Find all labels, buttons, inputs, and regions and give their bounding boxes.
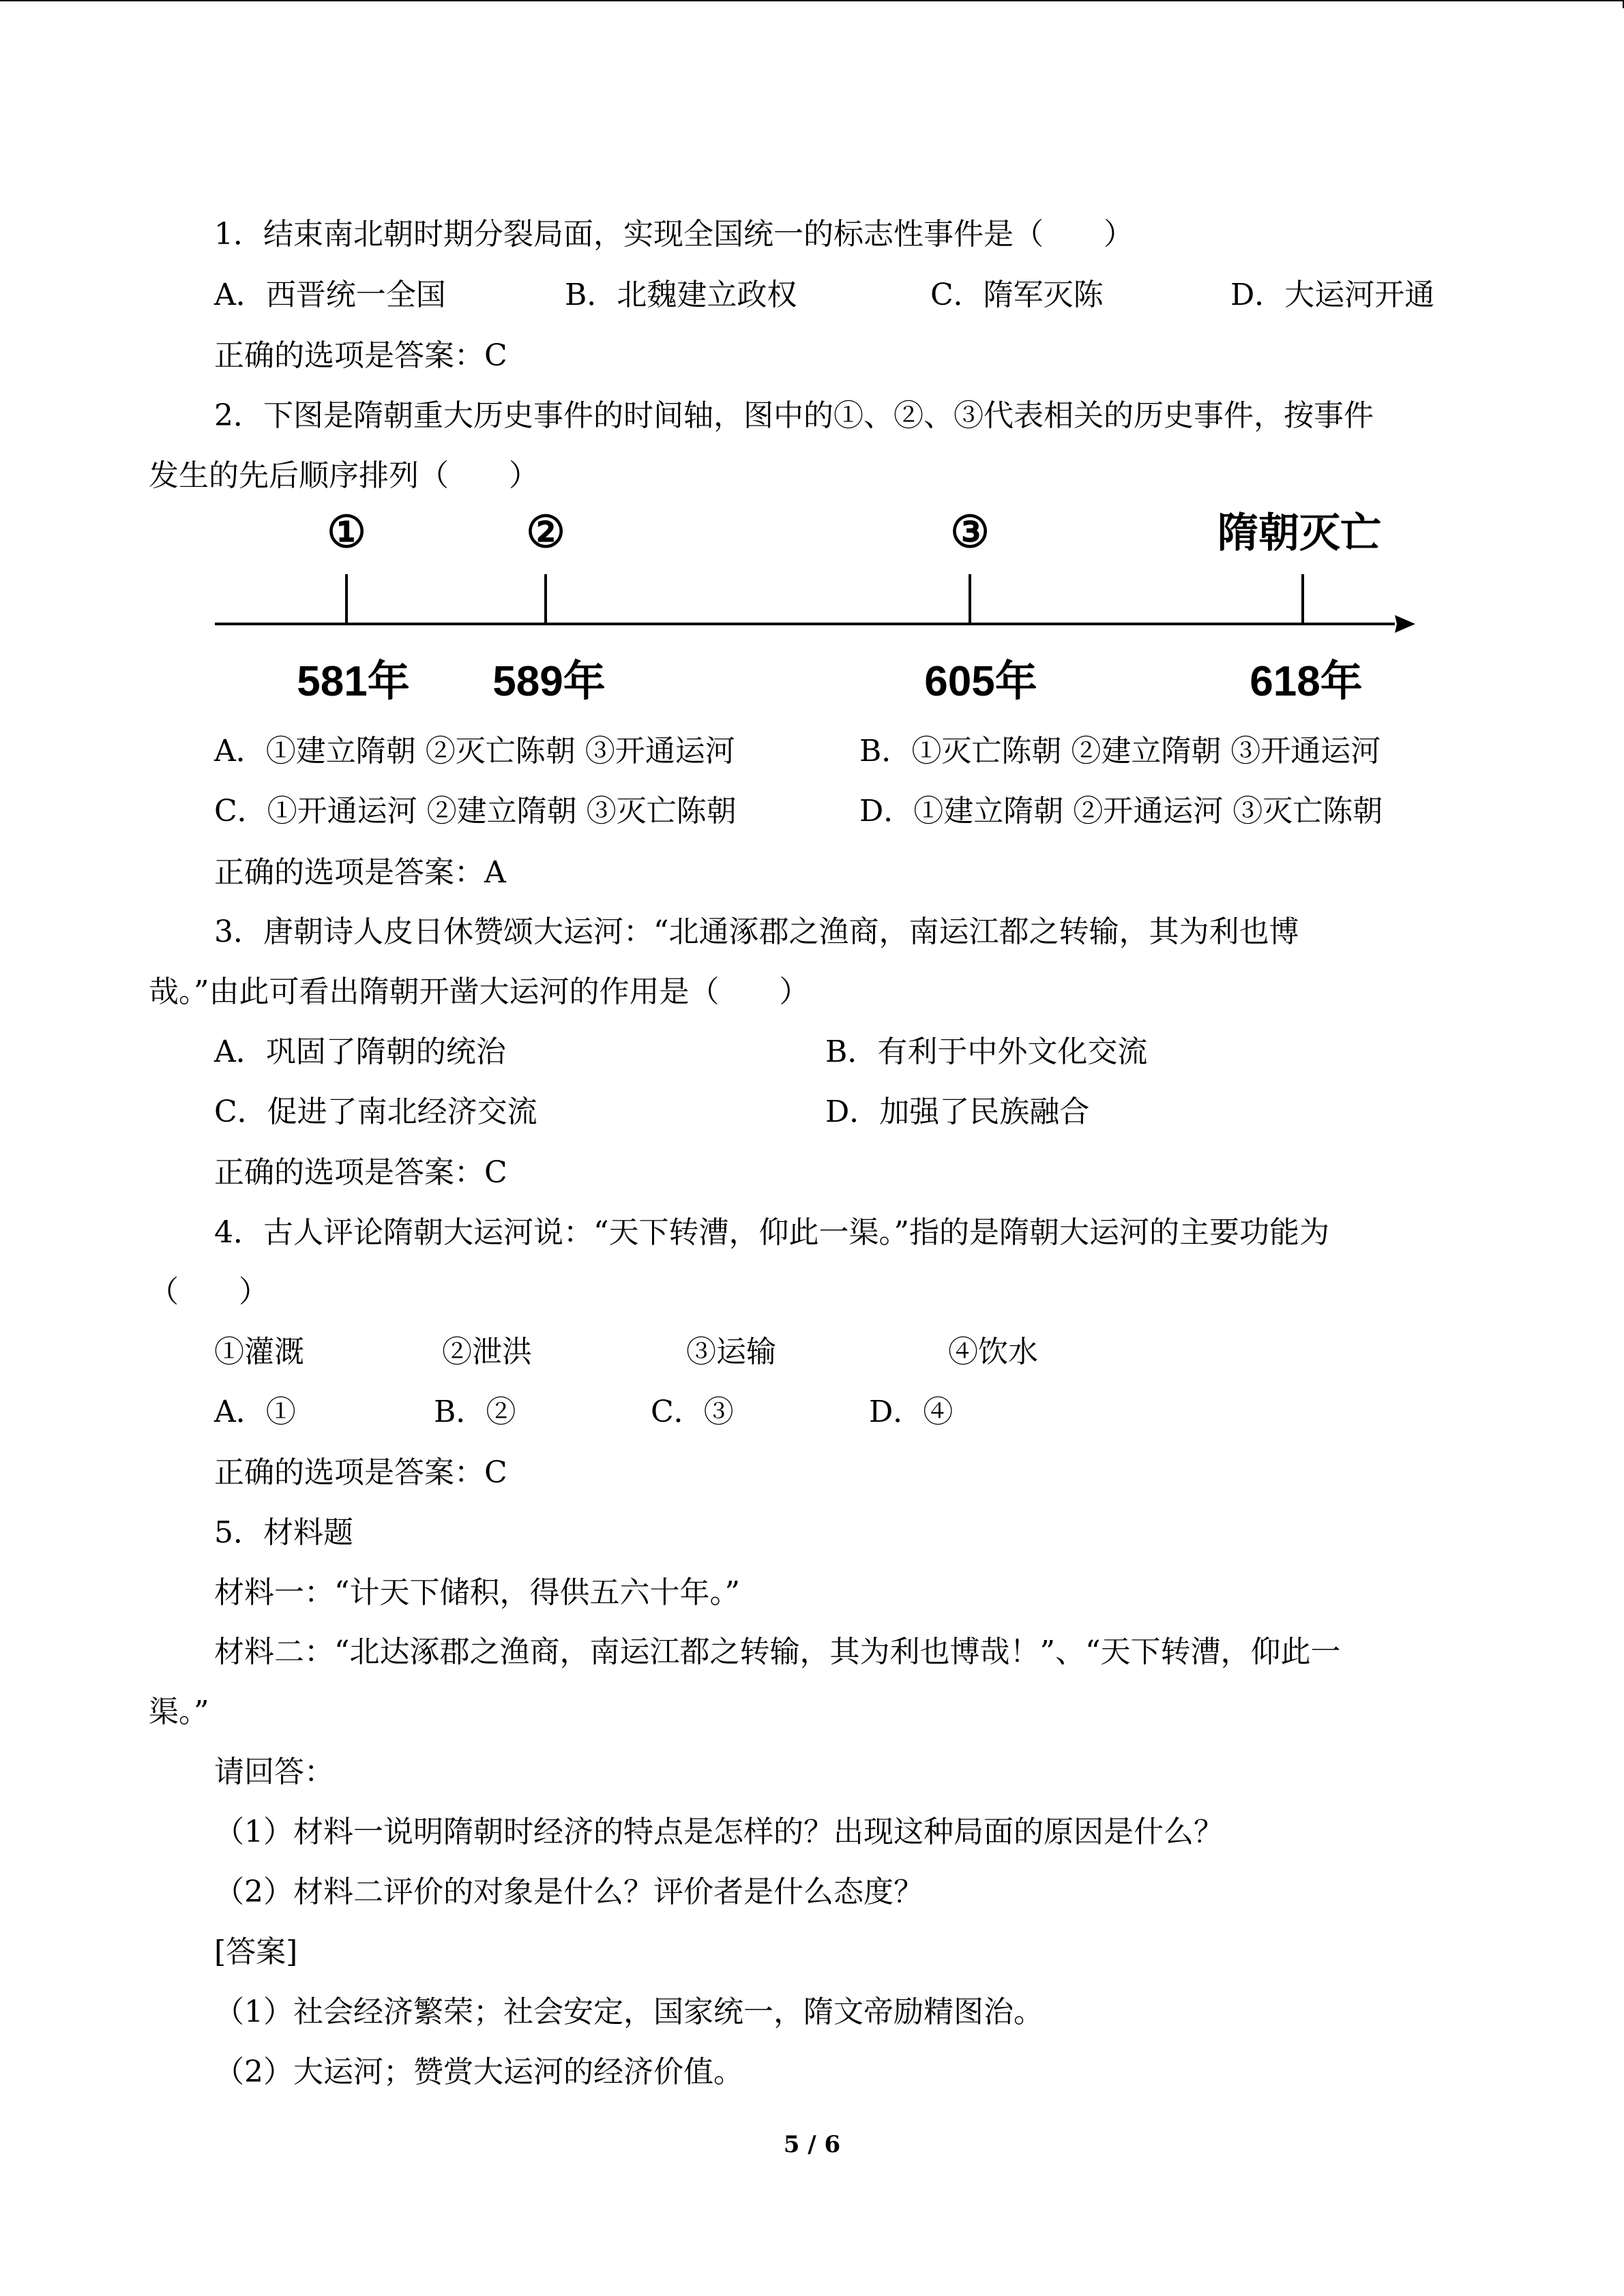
q3-answer: 正确的选项是答案：C xyxy=(214,1155,507,1190)
q1-options xyxy=(0,275,1624,316)
timeline-event-4: 隋朝灭亡 xyxy=(1217,510,1381,556)
q1-answer: 正确的选项是答案：C xyxy=(214,338,507,373)
q2-option-d: D．①建立隋朝 ②开通运河 ③灭亡陈朝 xyxy=(859,794,1383,829)
q5-material1: 材料一：“计天下储积，得供五六十年。” xyxy=(214,1575,740,1610)
q4-answer: 正确的选项是答案：C xyxy=(214,1455,507,1490)
q3-option-c: C．促进了南北经济交流 xyxy=(214,1094,537,1129)
q2-option-b: B．①灭亡陈朝 ②建立隋朝 ③开通运河 xyxy=(859,734,1381,769)
q5-sub2: （2）材料二评价的对象是什么？评价者是什么态度？ xyxy=(214,1875,924,1909)
q4-option-b: B．② xyxy=(434,1395,516,1429)
timeline-year-3: 605年 xyxy=(924,658,1037,705)
q2-stem-line2: 发生的先后顺序排列（ ） xyxy=(149,458,539,493)
q5-answer-label: [答案] xyxy=(214,1935,298,1969)
q4-option-a: A．① xyxy=(214,1395,296,1429)
q4-stem-line1: 4．古人评论隋朝大运河说：“天下转漕，仰此一渠。”指的是隋朝大运河的主要功能为 xyxy=(214,1215,1329,1250)
q4-option-c: C．③ xyxy=(651,1395,734,1429)
q4-item-2: ②泄洪 xyxy=(442,1335,532,1369)
q1-stem: 1．结束南北朝时期分裂局面，实现全国统一的标志性事件是（ ） xyxy=(214,217,1134,252)
q5-material2-line1: 材料二：“北达涿郡之渔商，南运江都之转输，其为利也博哉！”、“天下转漕，仰此一 xyxy=(214,1635,1341,1669)
q4-item-1: ①灌溉 xyxy=(214,1335,304,1369)
q1-option-d: D．大运河开通 xyxy=(1230,278,1435,312)
q3-option-a: A．巩固了隋朝的统治 xyxy=(214,1034,506,1069)
q2-option-a: A．①建立隋朝 ②灭亡陈朝 ③开通运河 xyxy=(214,734,735,769)
page-top-border xyxy=(0,0,1623,1)
q2-options-row1 xyxy=(0,731,1624,772)
q5-material2-line2: 渠。” xyxy=(149,1695,209,1729)
timeline-arrow-icon xyxy=(1395,615,1415,633)
q3-stem-line1: 3．唐朝诗人皮日休赞颂大运河：“北通涿郡之渔商，南运江都之转输，其为利也博 xyxy=(214,914,1299,949)
q4-stem-line2: （ ） xyxy=(149,1274,269,1309)
q4-options xyxy=(0,1392,1624,1433)
q4-option-d: D．④ xyxy=(869,1395,954,1429)
q3-option-b: B．有利于中外文化交流 xyxy=(825,1034,1148,1069)
q5-sub1: （1）材料一说明隋朝时经济的特点是怎样的？出现这种局面的原因是什么？ xyxy=(214,1815,1224,1849)
q3-stem-line2: 哉。”由此可看出隋朝开凿大运河的作用是（ ） xyxy=(149,974,810,1009)
q4-items xyxy=(0,1332,1624,1373)
q5-title: 5．材料题 xyxy=(214,1515,353,1550)
timeline-event-3: ③ xyxy=(950,507,990,556)
q2-stem-line1: 2．下图是隋朝重大历史事件的时间轴，图中的①、②、③代表相关的历史事件，按事件 xyxy=(214,398,1374,433)
timeline-year-4: 618年 xyxy=(1250,658,1363,705)
q3-option-d: D．加强了民族融合 xyxy=(825,1094,1090,1129)
q4-item-4: ④饮水 xyxy=(948,1335,1038,1369)
q3-options-row2 xyxy=(0,1092,1624,1133)
q2-timeline xyxy=(205,491,1419,723)
q1-option-a: A．西晋统一全国 xyxy=(214,278,446,312)
page-number: 5 / 6 xyxy=(783,2131,841,2158)
q2-option-c: C．①开通运河 ②建立隋朝 ③灭亡陈朝 xyxy=(214,794,737,829)
q2-options-row2 xyxy=(0,791,1624,832)
q3-options-row1 xyxy=(0,1032,1624,1073)
timeline-event-1: ① xyxy=(327,507,366,556)
q1-option-b: B．北魏建立政权 xyxy=(565,278,797,312)
timeline-year-2: 589年 xyxy=(492,658,606,705)
q1-option-c: C．隋军灭陈 xyxy=(930,278,1104,312)
q5-prompt: 请回答： xyxy=(214,1755,334,1789)
q5-answer2: （2）大运河；赞赏大运河的经济价值。 xyxy=(214,2055,743,2089)
timeline-year-1: 581年 xyxy=(297,658,410,705)
q2-answer: 正确的选项是答案：A xyxy=(214,855,506,890)
q5-answer1: （1）社会经济繁荣；社会安定，国家统一，隋文帝励精图治。 xyxy=(214,1995,1044,2029)
timeline-event-2: ② xyxy=(526,507,565,556)
q4-item-3: ③运输 xyxy=(686,1335,776,1369)
